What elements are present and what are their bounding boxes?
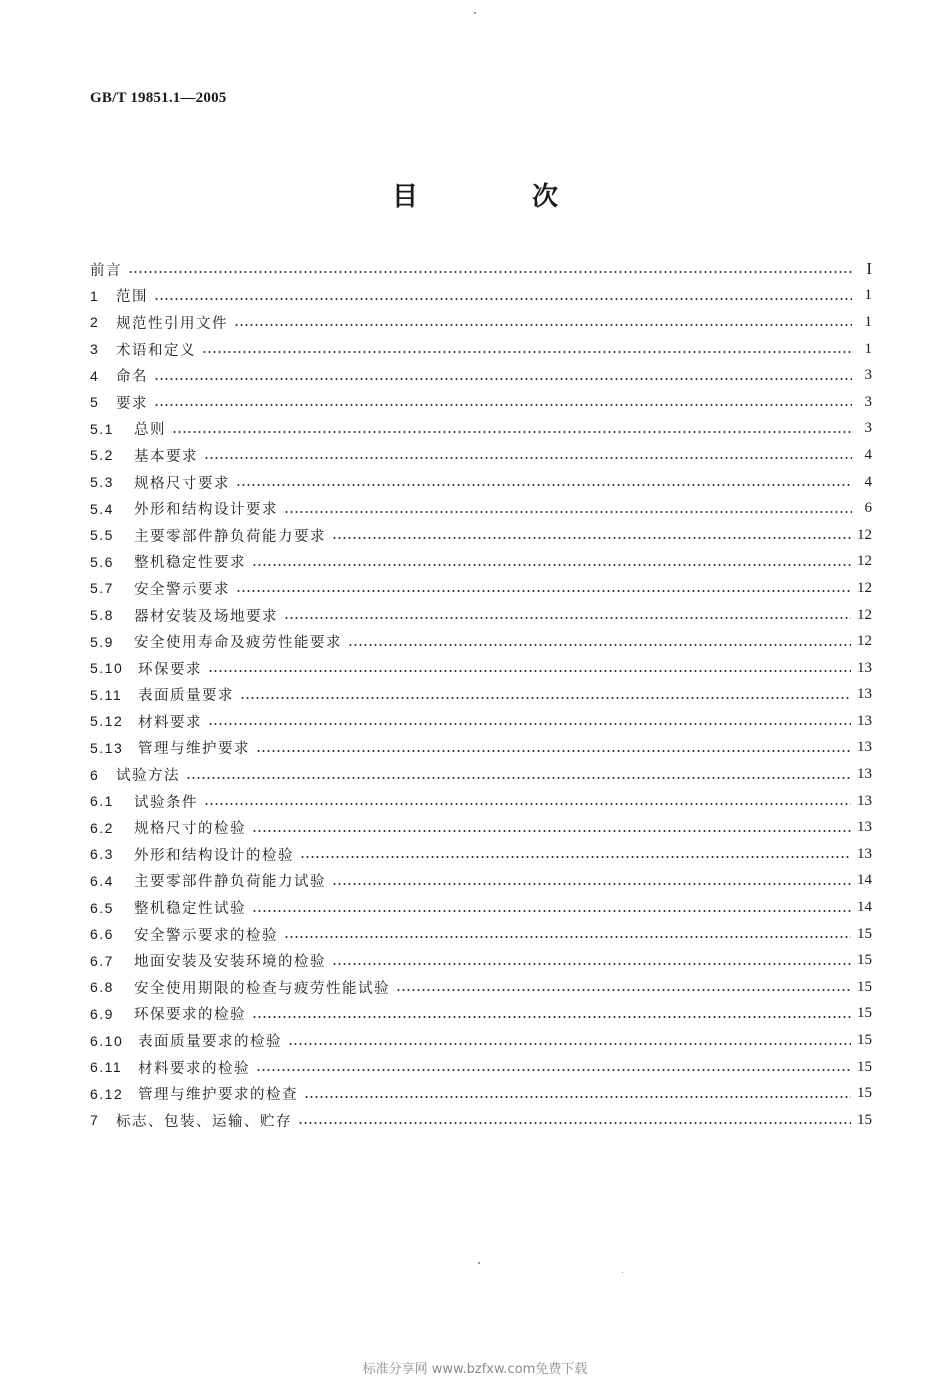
toc-entry-page: 14 [857, 899, 872, 916]
toc-entry-page: 13 [857, 739, 872, 756]
toc-dot-leader [284, 617, 851, 619]
scan-speck [478, 1262, 480, 1264]
toc-entry[interactable] [90, 283, 872, 310]
toc-entry-page: 13 [857, 686, 872, 703]
toc-dot-leader [284, 511, 852, 513]
toc-entry-label: 规格尺寸的检验 [134, 821, 246, 838]
toc-dot-leader [252, 830, 851, 832]
toc-entry-label: 规格尺寸要求 [134, 475, 230, 492]
toc-dot-leader [348, 644, 851, 646]
toc-entry[interactable] [90, 814, 872, 841]
toc-entry[interactable] [90, 336, 872, 363]
toc-entry-label: 试验方法 [116, 768, 180, 785]
toc-entry[interactable] [90, 309, 872, 336]
toc-entry-page: 13 [857, 712, 872, 729]
toc-entry[interactable] [90, 549, 872, 576]
toc-entry-label: 前言 [90, 262, 122, 279]
toc-dot-leader [332, 537, 851, 539]
toc-dot-leader [252, 1016, 851, 1018]
toc-entry-page: 12 [857, 553, 872, 570]
toc-entry[interactable] [90, 761, 872, 788]
toc-entry[interactable] [90, 628, 872, 655]
toc-dot-leader [202, 351, 852, 353]
toc-entry-page: 3 [864, 393, 872, 410]
toc-entry-number: 6.1 [90, 793, 114, 810]
toc-entry-number: 5.3 [90, 474, 114, 491]
toc-entry-label: 整机稳定性试验 [134, 901, 246, 918]
toc-entry-label: 整机稳定性要求 [134, 555, 246, 572]
toc-entry-number: 5.7 [90, 580, 114, 597]
toc-entry-page: I [866, 259, 872, 279]
toc-dot-leader [300, 856, 851, 858]
toc-dot-leader [298, 1122, 851, 1124]
toc-entry[interactable] [90, 841, 872, 868]
toc-entry-page: 15 [857, 1005, 872, 1022]
toc-dot-leader [204, 803, 851, 805]
toc-entry[interactable] [90, 868, 872, 895]
toc-entry-label: 表面质量要求的检验 [138, 1034, 282, 1051]
toc-entry-page: 6 [864, 500, 872, 517]
toc-entry-label: 要求 [116, 395, 148, 412]
table-of-contents [90, 256, 872, 1134]
toc-dot-leader [252, 564, 851, 566]
toc-entry[interactable] [90, 947, 872, 974]
toc-entry-label: 管理与维护要求的检查 [138, 1087, 298, 1104]
toc-dot-leader [154, 298, 852, 300]
toc-dot-leader [186, 777, 851, 779]
toc-entry-label: 环保要求的检验 [134, 1007, 246, 1024]
toc-entry-number: 6.10 [90, 1032, 124, 1049]
toc-entry-number: 4 [90, 367, 100, 384]
toc-entry[interactable] [90, 735, 872, 762]
toc-entry-number: 1 [90, 287, 100, 304]
toc-entry-number: 5.5 [90, 527, 114, 544]
scan-speck [622, 1272, 623, 1273]
toc-entry-label: 总则 [134, 422, 166, 439]
toc-entry-label: 命名 [116, 369, 148, 386]
toc-entry[interactable] [90, 256, 872, 283]
toc-dot-leader [154, 378, 852, 380]
toc-entry-number: 6.8 [90, 979, 114, 996]
toc-entry-label: 环保要求 [138, 661, 202, 678]
toc-entry-number: 5.1 [90, 420, 114, 437]
toc-entry-number: 6.7 [90, 952, 114, 969]
toc-entry-number: 5.6 [90, 553, 114, 570]
toc-entry[interactable] [90, 469, 872, 496]
toc-entry-page: 3 [864, 420, 872, 437]
toc-entry-number: 6.5 [90, 899, 114, 916]
toc-entry[interactable] [90, 389, 872, 416]
toc-dot-leader [332, 963, 851, 965]
toc-dot-leader [154, 404, 852, 406]
toc-dot-leader [236, 590, 851, 592]
toc-entry-page: 15 [857, 1032, 872, 1049]
toc-dot-leader [304, 1096, 851, 1098]
toc-entry-label: 安全使用寿命及疲劳性能要求 [134, 635, 342, 652]
toc-dot-leader [204, 457, 852, 459]
toc-entry[interactable] [90, 708, 872, 735]
toc-entry[interactable] [90, 602, 872, 629]
toc-dot-leader [240, 697, 851, 699]
toc-entry-label: 表面质量要求 [138, 688, 234, 705]
toc-entry-number: 5.13 [90, 739, 124, 756]
toc-entry-number: 5.10 [90, 660, 124, 677]
toc-entry[interactable] [90, 1001, 872, 1028]
toc-entry-page: 15 [857, 1111, 872, 1128]
toc-entry-label: 安全警示要求的检验 [134, 927, 278, 944]
toc-entry-page: 4 [864, 446, 872, 463]
toc-entry-page: 4 [864, 473, 872, 490]
toc-entry-label: 地面安装及安装环境的检验 [134, 954, 326, 971]
toc-entry-page: 13 [857, 845, 872, 862]
toc-entry-number: 6.9 [90, 1005, 114, 1022]
toc-entry[interactable] [90, 362, 872, 389]
toc-entry-number: 6.3 [90, 846, 114, 863]
toc-entry-number: 5.9 [90, 633, 114, 650]
toc-dot-leader [172, 431, 852, 433]
toc-entry-number: 5.12 [90, 713, 124, 730]
toc-entry-number: 5.8 [90, 607, 114, 624]
toc-entry-number: 6.2 [90, 819, 114, 836]
toc-entry[interactable] [90, 495, 872, 522]
toc-dot-leader [208, 670, 851, 672]
toc-entry-page: 1 [864, 287, 872, 304]
toc-entry[interactable] [90, 921, 872, 948]
toc-entry[interactable] [90, 1080, 872, 1107]
toc-entry[interactable] [90, 1027, 872, 1054]
toc-entry-number: 3 [90, 341, 100, 358]
toc-entry-page: 3 [864, 367, 872, 384]
scan-speck [474, 12, 476, 14]
toc-entry-page: 12 [857, 526, 872, 543]
toc-entry-label: 基本要求 [134, 448, 198, 465]
toc-entry-page: 13 [857, 819, 872, 836]
toc-dot-leader [284, 936, 851, 938]
toc-entry-page: 13 [857, 792, 872, 809]
toc-entry-page: 12 [857, 579, 872, 596]
toc-entry-page: 13 [857, 766, 872, 783]
toc-entry-number: 5.4 [90, 500, 114, 517]
toc-entry[interactable] [90, 894, 872, 921]
toc-entry-number: 2 [90, 314, 100, 331]
toc-entry-label: 材料要求 [138, 714, 202, 731]
toc-entry-number: 5.11 [90, 686, 123, 703]
toc-entry-number: 6.11 [90, 1059, 123, 1076]
toc-entry[interactable] [90, 575, 872, 602]
toc-entry-page: 1 [864, 313, 872, 330]
toc-entry-page: 15 [857, 952, 872, 969]
toc-entry-page: 13 [857, 659, 872, 676]
toc-dot-leader [208, 723, 851, 725]
toc-entry[interactable] [90, 416, 872, 443]
toc-entry-number: 7 [90, 1112, 100, 1129]
toc-entry-label: 安全警示要求 [134, 581, 230, 598]
toc-dot-leader [288, 1043, 851, 1045]
toc-entry-page: 12 [857, 606, 872, 623]
toc-entry-label: 主要零部件静负荷能力要求 [134, 528, 326, 545]
toc-entry-number: 6.4 [90, 872, 114, 889]
toc-entry-label: 规范性引用文件 [116, 315, 228, 332]
page-title: 目 次 [391, 182, 602, 212]
toc-dot-leader [128, 271, 852, 273]
toc-entry-page: 14 [857, 872, 872, 889]
toc-entry[interactable] [90, 442, 872, 469]
toc-dot-leader [252, 910, 851, 912]
toc-entry-page: 1 [864, 340, 872, 357]
toc-entry-label: 管理与维护要求 [138, 741, 250, 758]
footer-watermark: 标准分享网 www.bzfxw.com免费下载 [362, 1362, 588, 1377]
toc-dot-leader [234, 324, 852, 326]
toc-dot-leader [256, 1069, 851, 1071]
standard-code: GB/T 19851.1—2005 [90, 90, 227, 106]
toc-dot-leader [332, 883, 851, 885]
toc-dot-leader [236, 484, 852, 486]
toc-entry[interactable] [90, 655, 872, 682]
toc-entry-label: 试验条件 [134, 794, 198, 811]
toc-entry-label: 外形和结构设计的检验 [134, 847, 294, 864]
toc-entry[interactable] [90, 1107, 872, 1134]
toc-entry-label: 材料要求的检验 [138, 1060, 250, 1077]
toc-entry-label: 外形和结构设计要求 [134, 502, 278, 519]
toc-entry-number: 5 [90, 394, 100, 411]
toc-entry-page: 12 [857, 633, 872, 650]
toc-entry[interactable] [90, 1054, 872, 1081]
toc-entry-number: 6 [90, 766, 100, 783]
toc-entry[interactable] [90, 522, 872, 549]
toc-entry[interactable] [90, 682, 872, 709]
toc-entry[interactable] [90, 788, 872, 815]
toc-entry-label: 器材安装及场地要求 [134, 608, 278, 625]
toc-entry-label: 安全使用期限的检查与疲劳性能试验 [134, 980, 390, 997]
toc-entry-number: 5.2 [90, 447, 114, 464]
toc-entry-page: 15 [857, 978, 872, 995]
toc-entry-page: 15 [857, 1058, 872, 1075]
toc-entry-number: 6.6 [90, 926, 114, 943]
toc-entry[interactable] [90, 974, 872, 1001]
toc-entry-page: 15 [857, 925, 872, 942]
toc-dot-leader [396, 989, 851, 991]
toc-dot-leader [256, 750, 851, 752]
toc-entry-number: 6.12 [90, 1085, 124, 1102]
toc-entry-label: 主要零部件静负荷能力试验 [134, 874, 326, 891]
toc-entry-label: 标志、包装、运输、贮存 [116, 1113, 292, 1130]
toc-entry-label: 术语和定义 [116, 342, 196, 359]
toc-entry-page: 15 [857, 1085, 872, 1102]
toc-entry-label: 范围 [116, 289, 148, 306]
